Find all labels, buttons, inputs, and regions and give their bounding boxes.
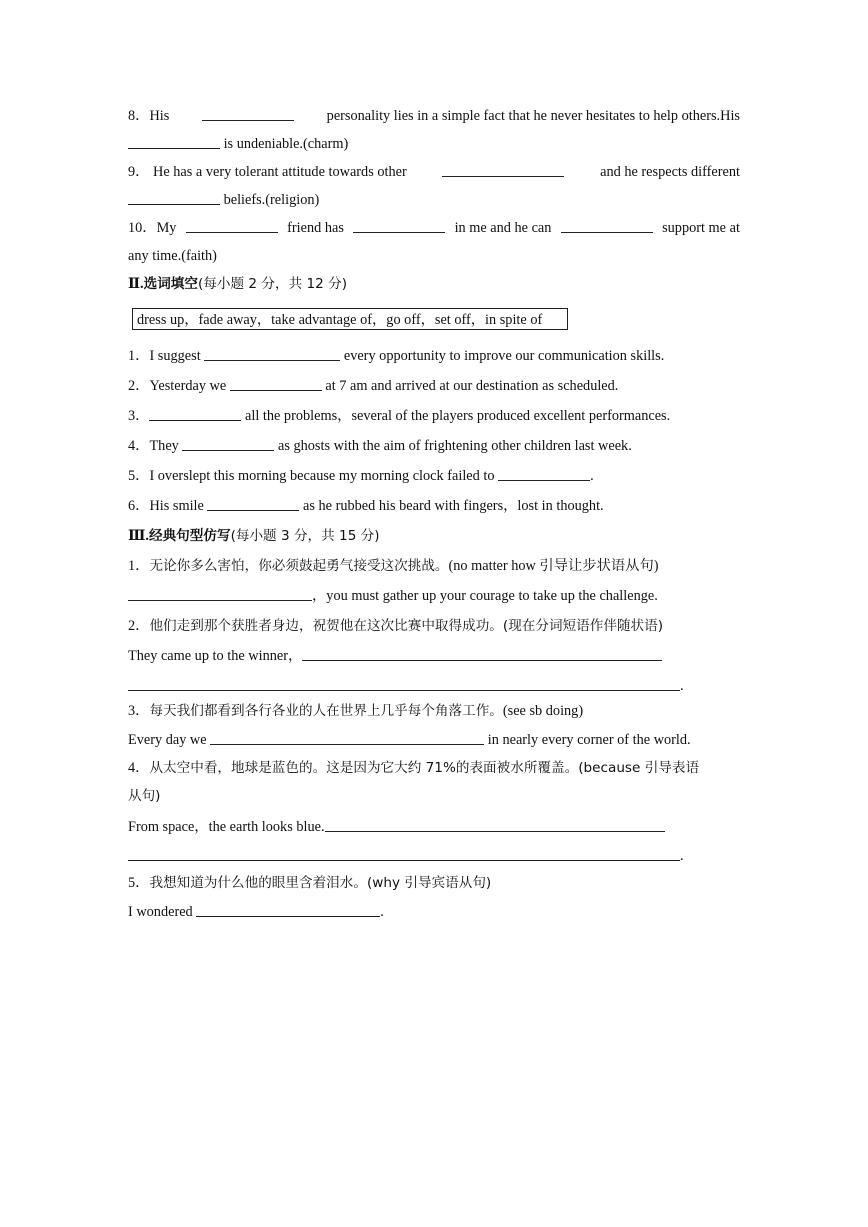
translate-item-4-answer-1 [128,817,740,837]
question-text: is undeniable.(charm) [223,136,349,152]
question-9-line-1 [128,162,740,182]
section-title: 选词填空 [143,276,198,292]
grammar-hint: 从句) [128,788,161,804]
question-text: friend has [287,220,344,236]
fill-item-3 [128,406,740,426]
item-number: 4． [128,438,150,454]
translate-item-4-answer-2 [128,846,740,866]
answer-blank[interactable] [325,817,665,832]
answer-blank[interactable] [128,134,220,149]
section-note: (每小题 3 分，共 15 分) [230,528,380,544]
translate-item-1-prompt [128,556,740,576]
item-text: as ghosts with the aim of frightening other children last week. [278,438,632,454]
translate-item-4-prompt [128,758,740,778]
fill-item-5 [128,466,740,486]
item-text: They came up to the winner， [128,648,303,664]
chinese-sentence: 他们走到那个获胜者身边，祝贺他在这次比赛中取得成功。 [149,618,503,634]
answer-blank[interactable] [204,346,340,361]
translate-item-4-prompt-2 [128,786,740,806]
item-number: 1． [128,558,150,574]
question-text: and he respects different [600,164,740,180]
answer-blank[interactable] [353,218,445,233]
item-number: 4． [128,760,150,776]
question-8-line-1 [128,106,740,126]
chinese-sentence: 每天我们都看到各行各业的人在世界上几乎每个角落工作。 [149,703,503,719]
translate-item-1-answer [128,586,740,606]
answer-blank[interactable] [128,586,312,601]
fill-item-4 [128,436,740,456]
question-8-line-2 [128,134,740,154]
section-numeral: Ⅱ. [128,276,144,292]
section-title: 经典句型仿写 [149,528,231,544]
section-2-heading [128,274,740,294]
translate-item-5-prompt [128,873,740,893]
grammar-hint: (see sb doing) [502,703,584,719]
question-text: beliefs.(religion) [223,192,320,208]
answer-blank[interactable] [202,106,294,121]
item-text: Yesterday we [149,378,227,394]
item-text: Every day we [128,732,207,748]
answer-blank[interactable] [149,406,241,421]
item-text: at 7 am and arrived at our destination as scheduled. [325,378,619,394]
item-text: I overslept this morning because my morning clock failed to [149,468,495,484]
translate-item-2-answer-1 [128,646,740,666]
item-number: 3． [128,408,150,424]
translate-item-5-answer [128,902,740,922]
answer-blank[interactable] [498,466,590,481]
question-text: He has a very tolerant attitude towards other [153,164,407,180]
question-number: 8． [128,108,150,124]
item-text: They [149,438,179,454]
item-text: . [680,848,684,864]
section-note: (每小题 2 分，共 12 分) [198,276,347,292]
item-text: . [680,678,684,694]
item-number: 5． [128,468,150,484]
item-text: . [380,904,384,920]
item-text: His smile [149,498,204,514]
item-number: 6． [128,498,150,514]
fill-item-1 [128,346,740,366]
answer-blank[interactable] [302,646,662,661]
chinese-sentence: 从太空中看，地球是蓝色的。这是因为它大约 71%的表面被水所覆盖。 [149,760,579,776]
fill-item-2 [128,376,740,396]
answer-blank[interactable] [186,218,278,233]
item-text: as he rubbed his beard with fingers，lost in thought. [303,498,604,514]
item-number: 2． [128,378,150,394]
translate-item-2-answer-2 [128,676,740,696]
answer-blank[interactable] [128,846,680,861]
question-text: support me at [662,220,740,236]
item-number: 1． [128,348,150,364]
item-text: . [590,468,594,484]
answer-blank[interactable] [442,162,564,177]
answer-blank[interactable] [128,676,680,691]
question-text: personality lies in a simple fact that he never hesitates to help others.His [326,108,740,124]
item-text: I suggest [149,348,201,364]
chinese-sentence: 无论你多么害怕，你必须鼓起勇气接受这次挑战。 [149,558,449,574]
question-text: any time.(faith) [128,248,217,264]
grammar-hint: (why 引导宾语从句) [366,875,492,891]
question-text: My [156,220,177,236]
question-text: His [149,108,170,124]
question-text: in me and he can [454,220,552,236]
question-10-line-1 [128,218,740,238]
item-text: every opportunity to improve our communication skills. [343,348,665,364]
item-text: all the problems，several of the players produced excellent performances. [245,408,671,424]
item-text: in nearly every corner of the world. [487,732,691,748]
translate-item-3-answer [128,730,740,750]
chinese-sentence: 我想知道为什么他的眼里含着泪水。 [149,875,367,891]
question-number: 9． [128,164,150,180]
answer-blank[interactable] [210,730,484,745]
question-10-line-2 [128,246,740,266]
question-9-line-2 [128,190,740,210]
grammar-hint: (现在分词短语作伴随状语) [502,618,664,634]
word-bank-text: dress up，fade away，take advantage of，go off，set off，in spite of [137,312,543,328]
section-numeral: Ⅲ. [128,528,149,544]
translate-item-2-prompt [128,616,740,636]
item-text: ，you must gather up your courage to take up the challenge. [312,588,658,604]
item-number: 2． [128,618,150,634]
answer-blank[interactable] [128,190,220,205]
item-text: From space，the earth looks blue. [128,819,325,835]
answer-blank[interactable] [207,496,299,511]
grammar-hint: (because 引导表语 [578,760,700,776]
answer-blank[interactable] [196,902,380,917]
item-number: 3． [128,703,150,719]
answer-blank[interactable] [230,376,322,391]
question-number: 10． [128,220,157,236]
answer-blank[interactable] [561,218,653,233]
grammar-hint: (no matter how 引导让步状语从句) [448,558,659,574]
answer-blank[interactable] [182,436,274,451]
section-3-heading [128,526,740,546]
word-bank-box [132,308,568,330]
item-text: I wondered [128,904,193,920]
translate-item-3-prompt [128,701,740,721]
item-number: 5． [128,875,150,891]
fill-item-6 [128,496,740,516]
